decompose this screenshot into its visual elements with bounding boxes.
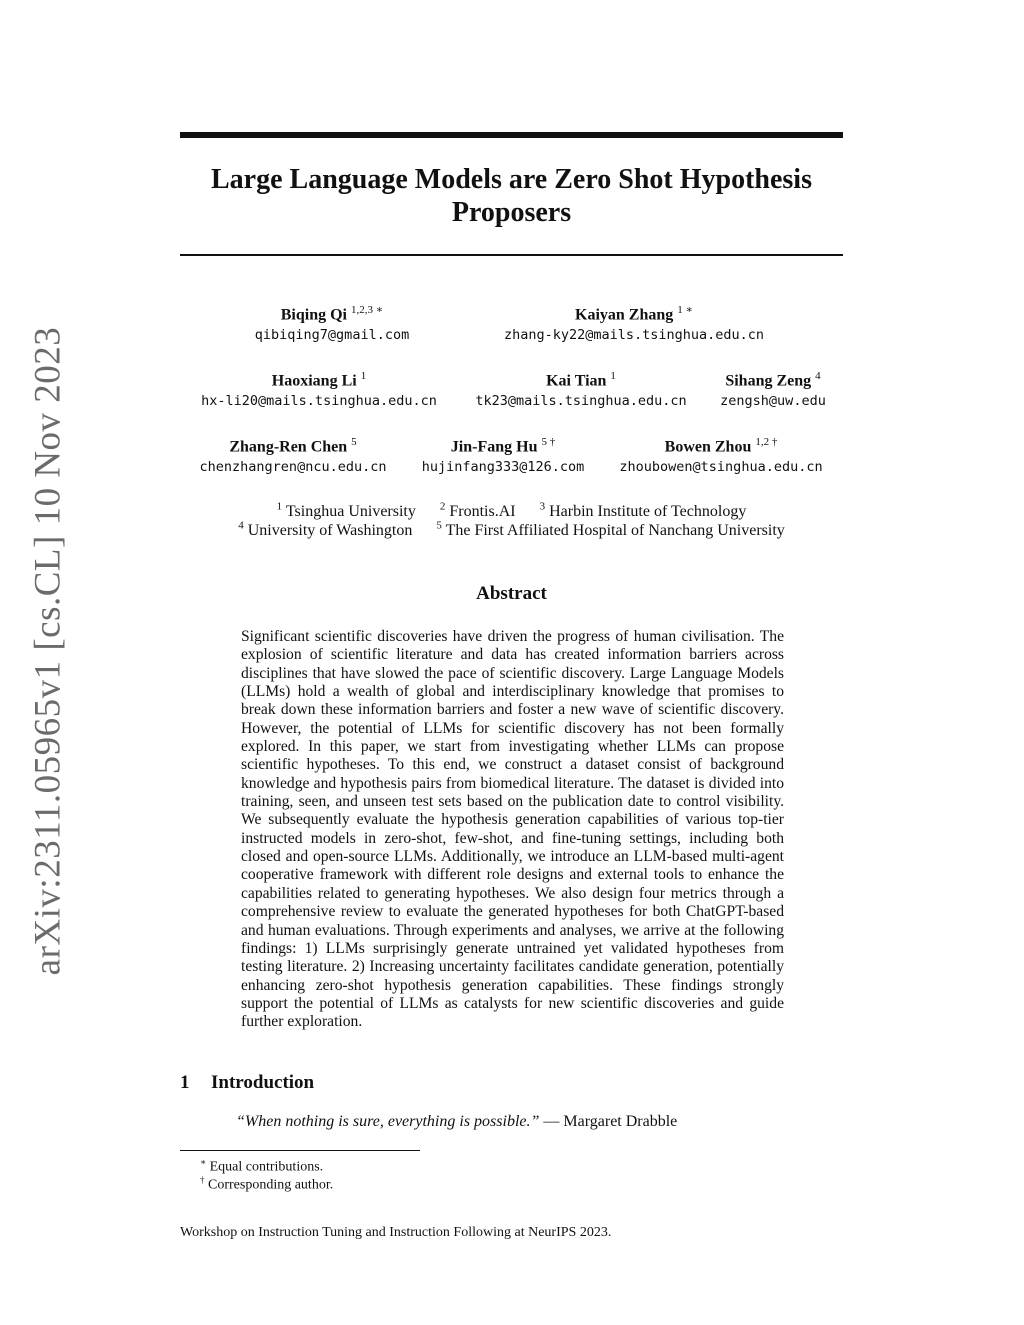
author-block	[504, 300, 764, 345]
footnote: ∗ Equal contributions.	[200, 1157, 324, 1175]
arxiv-stamp: arXiv:2311.05965v1 [cs.CL] 10 Nov 2023	[27, 326, 69, 976]
section-number: 1	[180, 1072, 190, 1093]
author-block	[475, 366, 686, 411]
author-name: Haoxiang Li $^1$	[271, 370, 367, 390]
footnote-rule	[180, 1150, 420, 1151]
affiliation: $^2$ Frontis.AI	[439, 501, 516, 521]
author-email: hx-li20@mails.tsinghua.edu.cn	[201, 393, 437, 410]
venue-note: Workshop on Instruction Tuning and Instruction Following at NeurIPS 2023.	[180, 1225, 612, 1240]
affiliation: $^1$ Tsinghua University	[276, 501, 416, 521]
author-name: Bowen Zhou $^{1,2 \dagger}$	[664, 436, 778, 456]
author-block	[201, 366, 437, 411]
epigraph	[236, 1113, 677, 1131]
title-top-rule	[180, 132, 843, 138]
author-block	[422, 432, 585, 477]
author-block	[255, 300, 409, 345]
author-email: tk23@mails.tsinghua.edu.cn	[475, 393, 687, 410]
author-name: Kaiyan Zhang $^{1 ∗}$	[575, 304, 693, 324]
author-name: Biqing Qi $^{1,2,3 ∗}$	[280, 304, 384, 324]
author-name: Zhang-Ren Chen $^5$	[229, 436, 357, 456]
author-name: Sihang Zeng $^4$	[725, 370, 821, 390]
section-heading	[180, 1072, 314, 1094]
title-bottom-rule	[180, 254, 843, 256]
author-name: Kai Tian $^1$	[546, 370, 616, 390]
abstract-heading: Abstract	[476, 583, 547, 604]
author-name: Jin-Fang Hu $^{5 \dagger}$	[450, 436, 556, 456]
paper-title: Large Language Models are Zero Shot Hypothesis Proposers	[211, 164, 812, 228]
author-email: zhang-ky22@mails.tsinghua.edu.cn	[503, 327, 765, 344]
author-email: chenzhangren@ncu.edu.cn	[199, 459, 387, 476]
epigraph-quote: “When nothing is sure, everything is possible.”	[236, 1113, 540, 1130]
footnote: † Corresponding author.	[200, 1175, 334, 1193]
affiliation: $^5$ The First Affiliated Hospital of Nanchang University	[436, 520, 785, 540]
author-email: hujinfang333@126.com	[421, 459, 585, 476]
epigraph-attribution: — Margaret Drabble	[543, 1113, 678, 1130]
affiliation-line	[180, 516, 843, 541]
abstract-text: Significant scientific discoveries have driven the progress of human civilisation. The explosion of scientific literature and data has created information barriers across disciplines that have slowed the pace of scientific discovery. Large Language Models (LLMs) hold a wealth of global and interdisciplinary knowledge that promises to break down these information barriers and foster a new wave of scientific discovery. However, the potential of LLMs for scientific discovery has not been formally explored. In this paper, we start from investigating whether LLMs can propose scientific hypotheses. To this end, we construct a dataset consist of background knowledge and hypothesis pairs from biomedical literature. The dataset is divided into training, seen, and unseen test sets based on the publication date to control visibility. We subsequently evaluate the hypothesis generation capabilities of various top-tier instructed models in zero-shot, few-shot, and fine-tuning settings, including both closed and open-source LLMs. Additionally, we introduce an LLM-based multi-agent cooperative framework with different role designs and external tools to enhance the capabilities related to generating hypotheses. We also design four metrics through a comprehensive review to evaluate the generated hypotheses for both ChatGPT-based and human evaluations. Through experiments and analyses, we arrive at the following findings: 1) LLMs surprisingly generate untrained yet validated hypotheses from testing literature. 2) Increasing uncertainty facilitates candidate generation, potentially enhancing zero-shot hypothesis generation capabilities. These findings strongly support the potential of LLMs as catalysts for new scientific discoveries and guide further exploration.	[241, 628, 784, 1031]
author-email: zhoubowen@tsinghua.edu.cn	[619, 459, 823, 476]
author-email: zengsh@uw.edu	[720, 393, 826, 410]
author-block	[720, 366, 826, 411]
section-title: Introduction	[211, 1072, 315, 1093]
affiliation: $^4$ University of Washington	[238, 520, 413, 540]
affiliation: $^3$ Harbin Institute of Technology	[539, 501, 747, 521]
author-block	[200, 432, 387, 477]
author-email: qibiqing7@gmail.com	[254, 327, 410, 344]
author-block	[619, 432, 822, 477]
